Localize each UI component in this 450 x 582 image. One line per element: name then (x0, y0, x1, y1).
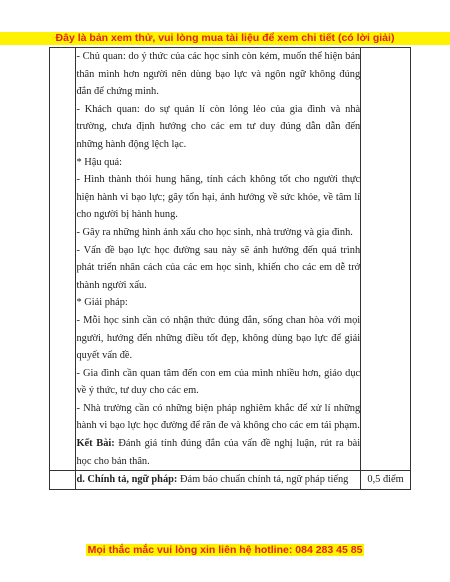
hotline-text: Mọi thắc mắc vui lòng xin liên hệ hotline: 084 283 45 85 (87, 544, 363, 556)
solution-item: - Gia đình cần quan tâm đến con em của mình nhiều hơn, giáo dục về ý thức, tư duy cho các em. (76, 367, 361, 397)
conclusion-text: Đánh giá tính đúng đắn của vấn đề nghị luận, rút ra bài học cho bản thân. (76, 438, 361, 467)
solution-item: - Mỗi học sinh cần có nhận thức đúng đắn, sống chan hòa với mọi người, hướng đến những điều tốt đẹp, không dùng bạo lực để giải quyết vấn đề. (76, 314, 361, 362)
cause-objective: - Khách quan: do sự quản lí còn lỏng lẻo của gia đình và nhà trường, chưa định hướng cho các em tư duy đúng dẫn dẫn đến những hành động lệch lạc. (76, 103, 361, 150)
preview-notice-banner (0, 32, 450, 45)
conclusion-paragraph (76, 435, 360, 470)
grammar-criterion (76, 471, 360, 489)
conclusion-label: Kết Bài: (76, 438, 115, 450)
answer-table (49, 47, 411, 490)
preview-notice-text: Đây là bản xem thử, vui lòng mua tài liệu để xem chi tiết (có lời giải) (55, 32, 395, 44)
grammar-criterion-label: d. Chính tả, ngữ pháp: (76, 474, 178, 486)
table-row (50, 48, 411, 471)
consequence-item: - Hình thành thói hung hăng, tính cách không tốt cho người thực hiện hành vi bạo lực; gây tổn hại, ảnh hưởng về sức khỏe, về tâm lí cho người bị hành hung. (76, 174, 361, 221)
solutions-heading: * Giải pháp: (76, 297, 128, 309)
consequence-item: - Vấn đề bạo lực học đường sau này sẽ ảnh hưởng đến quá trình phát triển nhân cách của các em học sinh, khiến cho các em dễ trở thành người xấu. (76, 244, 361, 291)
grammar-criterion-cell (76, 471, 361, 490)
answer-content-cell (76, 48, 361, 471)
cause-subjective: - Chủ quan: do ý thức của các học sinh còn kém, muốn thể hiện bản thân mình hơn người nên dùng bạo lực và ngôn ngữ không đúng đắn để chứng minh. (76, 51, 361, 98)
score-cell (361, 471, 411, 490)
table-cell-empty (361, 48, 411, 471)
table-cell-empty (50, 471, 76, 490)
hotline-banner (0, 544, 450, 557)
consequence-item: - Gây ra những hình ảnh xấu cho học sinh, nhà trường và gia đình. (76, 226, 353, 238)
solution-item: - Nhà trường cần có những biện pháp nghiêm khắc để xử lí những hành vi bạo lực học đường để răn đe và không cho các em tái phạm. (76, 402, 361, 432)
table-row (50, 471, 411, 490)
grammar-criterion-text: Đảm bảo chuẩn chính tả, ngữ pháp tiếng (177, 474, 349, 486)
score-value: 0,5 điểm (367, 474, 404, 486)
consequences-heading: * Hậu quả: (76, 156, 123, 168)
table-cell-empty (50, 48, 76, 471)
